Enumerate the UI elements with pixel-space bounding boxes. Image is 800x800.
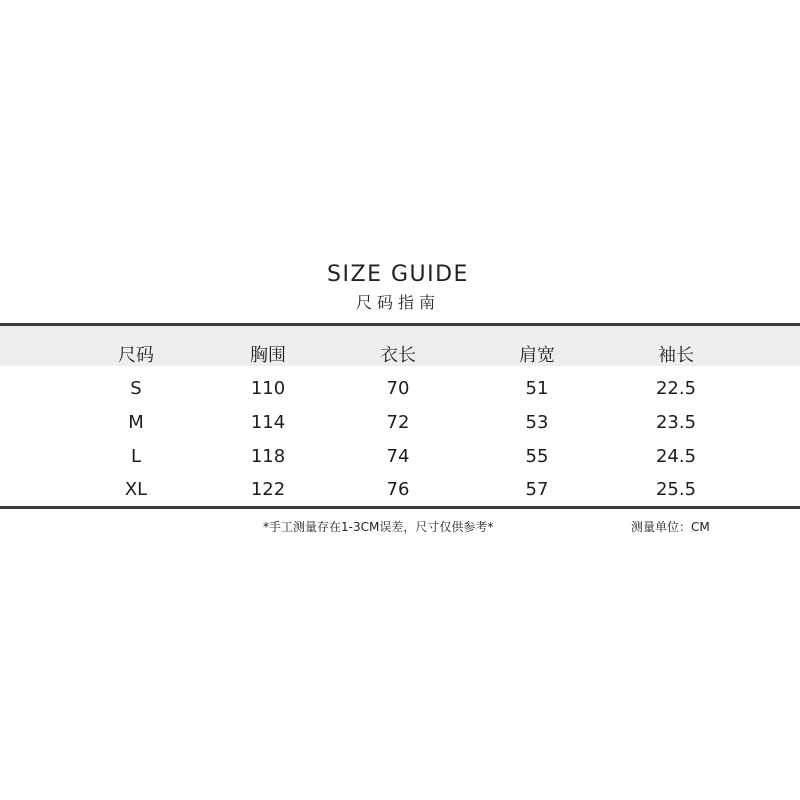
cell-chest: 110 <box>250 378 286 399</box>
cell-shoulder: 51 <box>525 378 549 399</box>
size-guide-subtitle: 尺码指南 <box>355 293 440 312</box>
unit-note: 测量单位：CM <box>631 520 710 534</box>
cell-sleeve: 23.5 <box>655 412 697 433</box>
header-shoulder: 肩宽 <box>519 345 555 366</box>
header-sleeve: 袖长 <box>658 345 694 366</box>
cell-size: L <box>130 446 142 467</box>
cell-shoulder: 53 <box>525 412 549 433</box>
cell-size: S <box>130 378 142 399</box>
size-guide-title: SIZE GUIDE <box>327 262 469 287</box>
cell-sleeve: 22.5 <box>655 378 697 399</box>
cell-sleeve: 24.5 <box>655 446 697 467</box>
cell-size: M <box>128 412 144 433</box>
header-length: 衣长 <box>380 345 416 366</box>
cell-chest: 114 <box>250 412 286 433</box>
cell-size: XL <box>124 479 148 500</box>
cell-length: 74 <box>386 446 410 467</box>
cell-sleeve: 25.5 <box>655 479 697 500</box>
header-size: 尺码 <box>118 345 154 366</box>
measurement-footnote: *手工测量存在1-3CM误差，尺寸仅供参考* <box>263 520 494 534</box>
table-bottom-rule <box>0 506 800 509</box>
cell-length: 76 <box>386 479 410 500</box>
cell-chest: 118 <box>250 446 286 467</box>
cell-shoulder: 57 <box>525 479 549 500</box>
cell-chest: 122 <box>250 479 286 500</box>
header-chest: 胸围 <box>250 345 286 366</box>
cell-length: 70 <box>386 378 410 399</box>
cell-shoulder: 55 <box>525 446 549 467</box>
cell-length: 72 <box>386 412 410 433</box>
